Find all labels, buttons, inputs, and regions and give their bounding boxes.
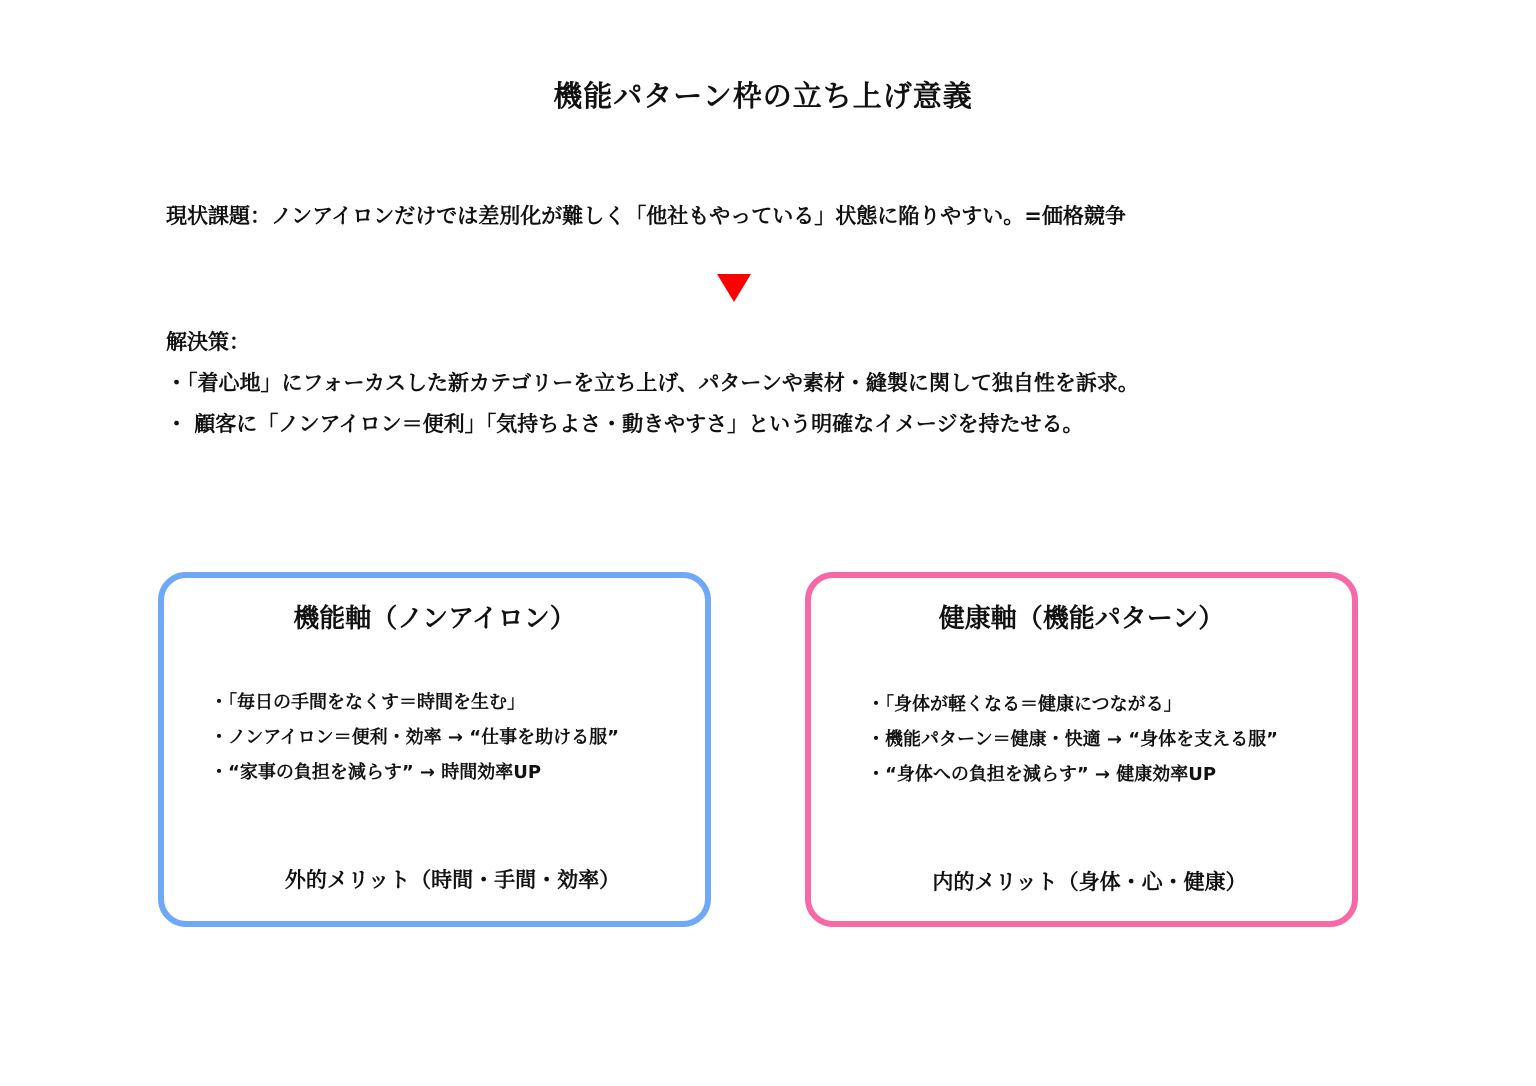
function-axis-title: 機能軸（ノンアイロン） bbox=[293, 604, 576, 634]
down-triangle-icon bbox=[717, 274, 751, 302]
solution-item: ・「着心地」にフォーカスした新カテゴリーを立ち上げ、パターンや素材・縫製に関して独自性を訴求。 bbox=[166, 371, 1139, 395]
solution-item: ・ 顧客に「ノンアイロン＝便利」「気持ちよさ・動きやすさ」という明確なイメージを持たせる。 bbox=[166, 412, 1084, 436]
function-axis-footer: 外的メリット（時間・手間・効率） bbox=[284, 868, 621, 892]
function-axis-list bbox=[210, 688, 619, 793]
list-item: ・「毎日の手間をなくす＝時間を生む」 bbox=[210, 692, 525, 713]
list-item: ・「身体が軽くなる＝健康につながる」 bbox=[867, 694, 1182, 715]
list-item: ・機能パターン＝健康・快適 → “身体を支える服” bbox=[867, 729, 1278, 750]
health-axis-footer: 内的メリット（身体・心・健康） bbox=[932, 870, 1247, 894]
solution-list bbox=[166, 367, 1139, 449]
health-axis-list bbox=[867, 690, 1278, 795]
list-item: ・“家事の負担を減らす” → 時間効率UP bbox=[210, 762, 542, 783]
health-axis-title: 健康軸（機能パターン） bbox=[938, 604, 1225, 634]
page-title: 機能パターン枠の立ち上げ意義 bbox=[553, 79, 973, 113]
list-item: ・ノンアイロン＝便利・効率 → “仕事を助ける服” bbox=[210, 727, 619, 748]
list-item: ・“身体への負担を減らす” → 健康効率UP bbox=[867, 764, 1217, 785]
current-issue-text: 現状課題：ノンアイロンだけでは差別化が難しく「他社もやっている」状態に陥りやすい。=価格競争 bbox=[166, 204, 1126, 228]
solution-heading: 解決策： bbox=[166, 330, 250, 354]
function-axis-box bbox=[158, 572, 711, 927]
health-axis-box bbox=[805, 572, 1358, 927]
